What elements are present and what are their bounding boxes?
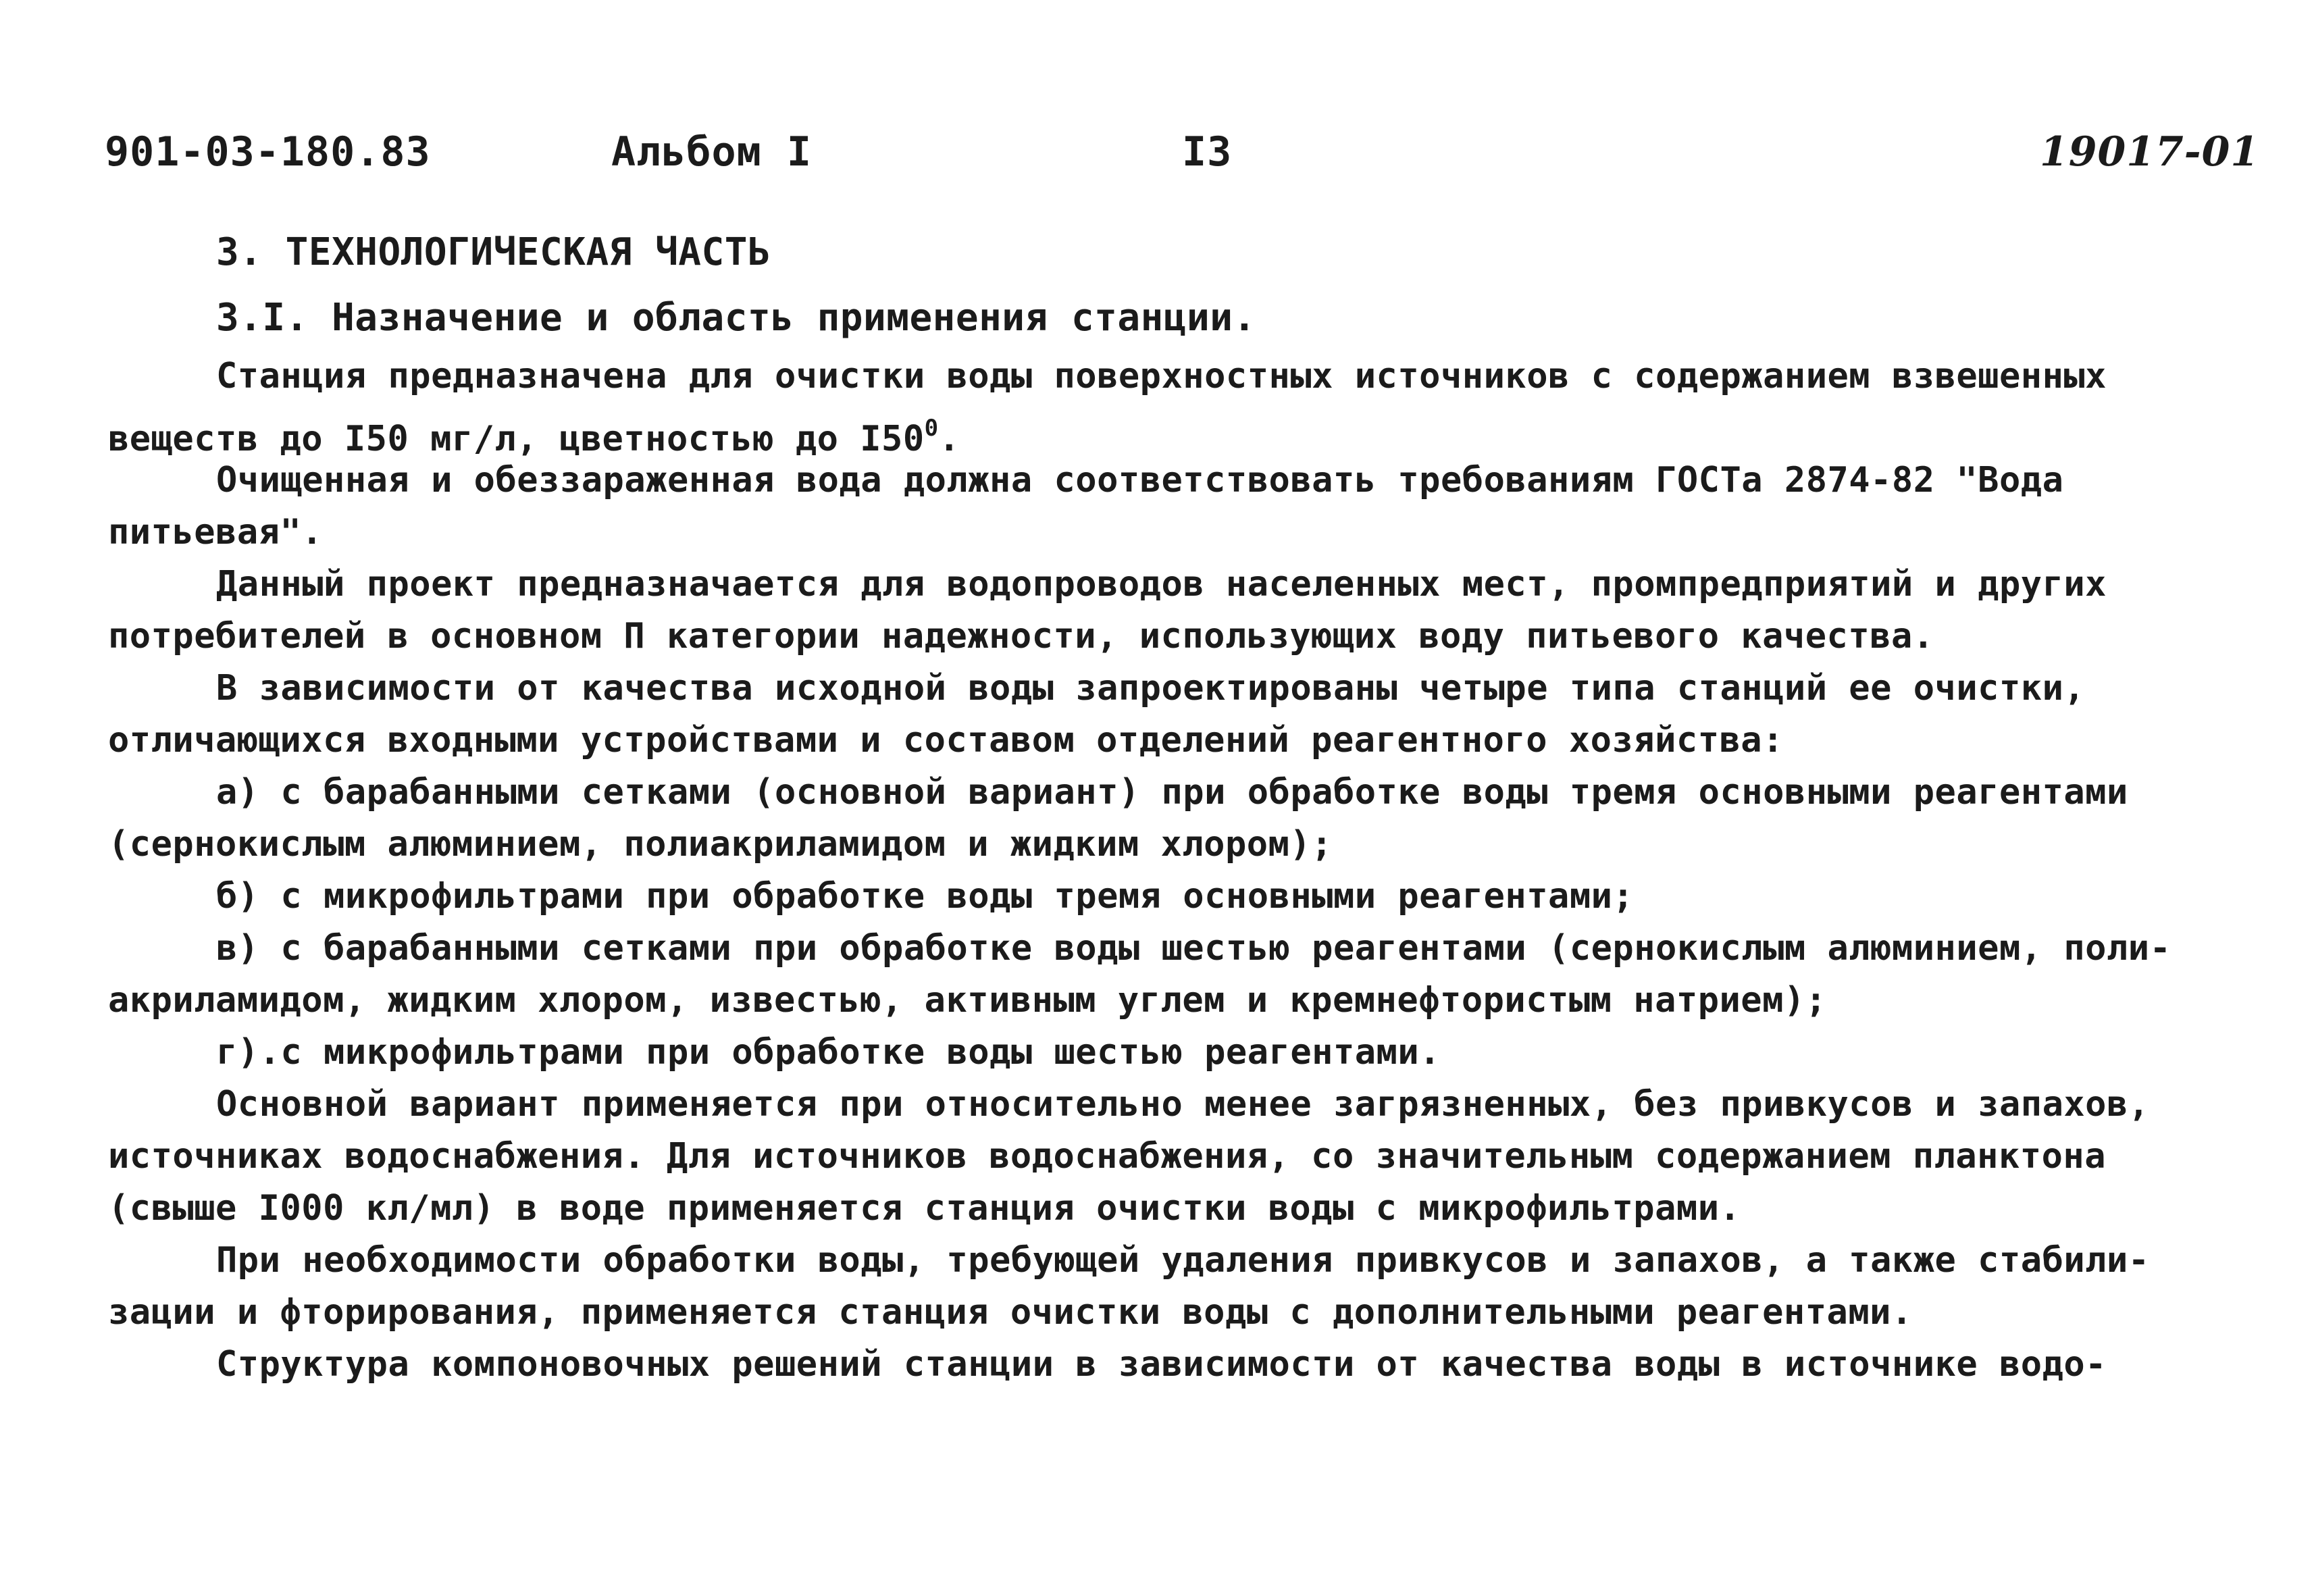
section-title: 3. ТЕХНОЛОГИЧЕСКАЯ ЧАСТЬ	[216, 230, 771, 274]
album-label: Альбом I	[611, 128, 812, 176]
page-number: I3	[1182, 128, 1233, 176]
document-code: 901-03-180.83	[105, 128, 431, 176]
text-line: При необходимости обработки воды, требующей удаления привкусов и запахов, а также стабили-	[216, 1240, 2150, 1281]
text-line: (свыше I000 кл/мл) в воде применяется станция очистки воды с микрофильтрами.	[108, 1188, 1741, 1229]
text-span: .	[938, 419, 960, 459]
text-line: акриламидом, жидким хлором, известью, активным углем и кремнефтористым натрием);	[108, 980, 1827, 1021]
list-item-v: в) с барабанными сетками при обработке воды шестью реагентами (сернокислым алюминием, поли-	[216, 928, 2171, 969]
document-body	[108, 220, 2188, 1391]
text-line: Станция предназначена для очистки воды поверхностных источников с содержанием взвешенных	[216, 356, 2107, 396]
text-line: отличающихся входными устройствами и составом отделений реагентного хозяйства:	[108, 720, 1784, 761]
text-line: Очищенная и обеззараженная вода должна соответствовать требованиям ГОСТа 2874-82 "Вода	[216, 460, 2064, 500]
text-line: (сернокислым алюминием, полиакриламидом и жидким хлором);	[108, 824, 1333, 865]
list-item-a: а) с барабанными сетками (основной вариант) при обработке воды тремя основными реагентами	[216, 772, 2128, 813]
text-line: В зависимости от качества исходной воды запроектированы четыре типа станций ее очистки,	[216, 668, 2086, 709]
text-line: источниках водоснабжения. Для источников водоснабжения, со значительным содержанием планктона	[108, 1136, 2107, 1177]
inventory-number: 19017-01	[2040, 128, 2260, 176]
list-item-g: г).с микрофильтрами при обработке воды шестью реагентами.	[216, 1032, 1441, 1073]
text-line: Структура компоновочных решений станции в зависимости от качества воды в источнике водо-	[216, 1344, 2107, 1385]
section-subtitle: 3.I. Назначение и область применения станции.	[216, 296, 1256, 340]
degree-sign: 0	[924, 415, 939, 442]
text-line: Данный проект предназначается для водопроводов населенных мест, промпредприятий и других	[216, 564, 2107, 604]
text-line: Основной вариант применяется при относительно менее загрязненных, без привкусов и запахов,	[216, 1084, 2150, 1125]
text-span: веществ до I50 мг/л, цветностью до I50	[108, 419, 925, 459]
text-line: зации и фторирования, применяется станция очистки воды с дополнительными реагентами.	[108, 1292, 1913, 1333]
text-line: потребителей в основном П категории надежности, использующих воду питьевого качества.	[108, 616, 1934, 657]
text-line	[108, 403, 2188, 459]
list-item-b: б) с микрофильтрами при обработке воды тремя основными реагентами;	[216, 876, 1635, 917]
text-line: питьевая".	[108, 512, 324, 552]
